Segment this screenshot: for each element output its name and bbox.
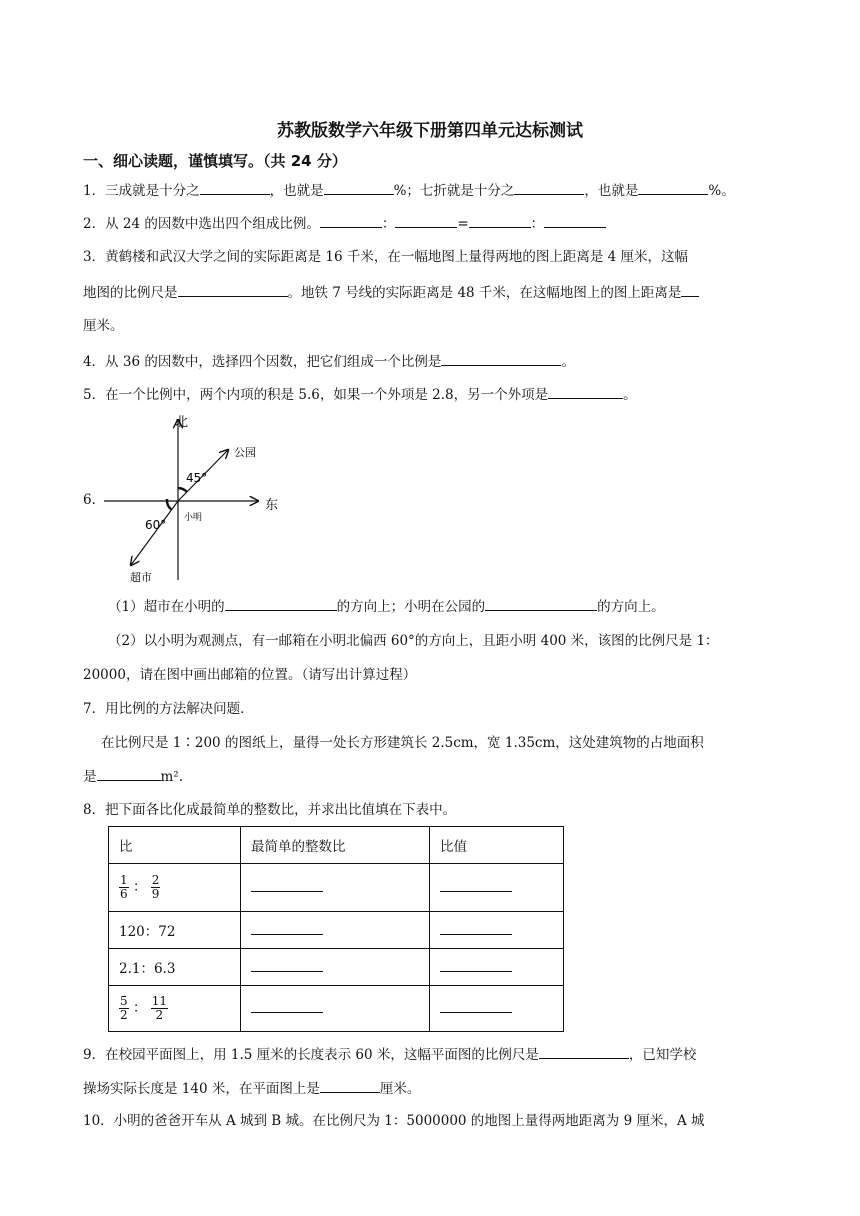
- question-10-line-1: 10．小明的爸爸开车从 A 城到 B 城。在比例尺为 1：5000000 的地图上量得两地距离为 9 厘米，A 城: [83, 1113, 705, 1129]
- question-7-line-1: 在比例尺是 1∶200 的图纸上，量得一处长方形建筑长 2.5cm，宽 1.35cm，这处建筑物的占地面积: [101, 735, 704, 751]
- question-2: 2．从 24 的因数中选出四个组成比例。 ： = ：: [83, 213, 606, 234]
- table-row: [109, 864, 564, 912]
- blank[interactable]: [251, 922, 323, 935]
- column-header: 比值: [430, 827, 564, 864]
- question-6-part-2-line-1: （2）以小明为观测点，有一邮箱在小明北偏西 60°的方向上，且距小明 400 米，该图的比例尺是 1：: [108, 633, 719, 649]
- east-label: 东: [265, 498, 279, 513]
- blank[interactable]: [440, 1000, 512, 1013]
- question-9-line-1: 9．在校园平面图上，用 1.5 厘米的长度表示 60 米，这幅平面图的比例尺是 ，已知学校: [83, 1044, 696, 1065]
- angle-45-label: 45°: [186, 471, 208, 485]
- market-label: 超市: [130, 571, 152, 584]
- blank[interactable]: [681, 282, 699, 297]
- answer-cell[interactable]: [241, 949, 430, 986]
- fraction: $\frac{5}{2}$: [120, 994, 128, 1022]
- question-8-heading: 8．把下面各比化成最简单的整数比，并求出比值填在下表中。: [83, 802, 457, 818]
- section-heading: 一、细心读题，谨慎填写。（共 24 分）: [83, 152, 347, 170]
- question-4: 4．从 36 的因数中，选择四个因数，把它们组成一个比例是 。: [83, 351, 575, 372]
- question-3-line-1: 3．黄鹤楼和武汉大学之间的实际距离是 16 千米，在一幅地图上量得两地的图上距离是 4 厘米，这幅: [83, 249, 689, 265]
- blank[interactable]: [97, 766, 161, 781]
- north-label: 北: [175, 415, 189, 430]
- blank[interactable]: [514, 180, 584, 195]
- table-row: [109, 986, 564, 1032]
- blank[interactable]: [440, 922, 512, 935]
- ratio-cell: $\frac{1}{6}$ ： $\frac{2}{9}$: [109, 864, 241, 912]
- table-header-row: [109, 827, 564, 864]
- question-3-line-3: 厘米。: [83, 318, 124, 334]
- blank[interactable]: [440, 959, 512, 972]
- blank[interactable]: [539, 1044, 629, 1059]
- question-6-part-2-line-2: 20000，请在图中画出邮箱的位置。（请写出计算过程）: [83, 667, 417, 683]
- fraction: $\frac{11}{2}$: [151, 994, 168, 1022]
- table-row: [109, 949, 564, 986]
- column-header: 比: [109, 827, 241, 864]
- blank[interactable]: [251, 959, 323, 972]
- page-title: 苏教版数学六年级下册第四单元达标测试: [277, 121, 583, 141]
- question-6-number: 6．: [83, 492, 106, 508]
- answer-cell[interactable]: [241, 864, 430, 912]
- blank[interactable]: [200, 180, 270, 195]
- blank[interactable]: [251, 879, 323, 892]
- blank[interactable]: [638, 180, 708, 195]
- blank[interactable]: [548, 384, 623, 399]
- blank[interactable]: [178, 282, 288, 297]
- question-7-heading: 7．用比例的方法解决问题．: [83, 701, 254, 717]
- blank[interactable]: [441, 351, 561, 366]
- question-6-part-1: （1）超市在小明的 的方向上；小明在公园的 的方向上。: [108, 596, 665, 617]
- blank[interactable]: [485, 596, 597, 611]
- park-label: 公园: [234, 446, 256, 459]
- blank[interactable]: [544, 213, 606, 228]
- blank[interactable]: [320, 1078, 380, 1093]
- answer-cell[interactable]: [430, 949, 564, 986]
- ratio-cell: 2.1：6.3: [109, 949, 241, 986]
- question-1: 1．三成就是十分之 ，也就是 %；七折就是十分之 ，也就是 %。: [83, 180, 735, 201]
- question-5: 5．在一个比例中，两个内项的积是 5.6，如果一个外项是 2.8，另一个外项是 。: [83, 384, 637, 405]
- table-row: [109, 912, 564, 949]
- blank[interactable]: [440, 879, 512, 892]
- answer-cell[interactable]: [430, 986, 564, 1032]
- ratio-table: [108, 826, 564, 1032]
- blank[interactable]: [251, 1000, 323, 1013]
- blank[interactable]: [469, 213, 531, 228]
- blank[interactable]: [225, 596, 337, 611]
- angle-60-label: 60°: [145, 518, 167, 532]
- column-header: 最简单的整数比: [241, 827, 430, 864]
- question-3-line-2: 地图的比例尺是 。地铁 7 号线的实际距离是 48 千米，在这幅地图上的图上距离是: [83, 282, 699, 303]
- question-9-line-2: 操场实际长度是 140 米，在平面图上是 厘米。: [83, 1078, 420, 1099]
- ratio-cell: 120：72: [109, 912, 241, 949]
- answer-cell[interactable]: [241, 986, 430, 1032]
- answer-cell[interactable]: [430, 912, 564, 949]
- fraction: $\frac{1}{6}$: [120, 873, 128, 901]
- blank[interactable]: [320, 213, 382, 228]
- angle-arc-45: [178, 488, 187, 492]
- answer-cell[interactable]: [430, 864, 564, 912]
- blank[interactable]: [395, 213, 457, 228]
- answer-cell[interactable]: [241, 912, 430, 949]
- ratio-cell: $\frac{5}{2}$ ： $\frac{11}{2}$: [109, 986, 241, 1032]
- direction-diagram: [100, 410, 290, 586]
- fraction: $\frac{2}{9}$: [151, 873, 160, 901]
- blank[interactable]: [324, 180, 394, 195]
- origin-label: 小明: [184, 513, 203, 523]
- question-7-line-2: 是 m².: [83, 766, 183, 787]
